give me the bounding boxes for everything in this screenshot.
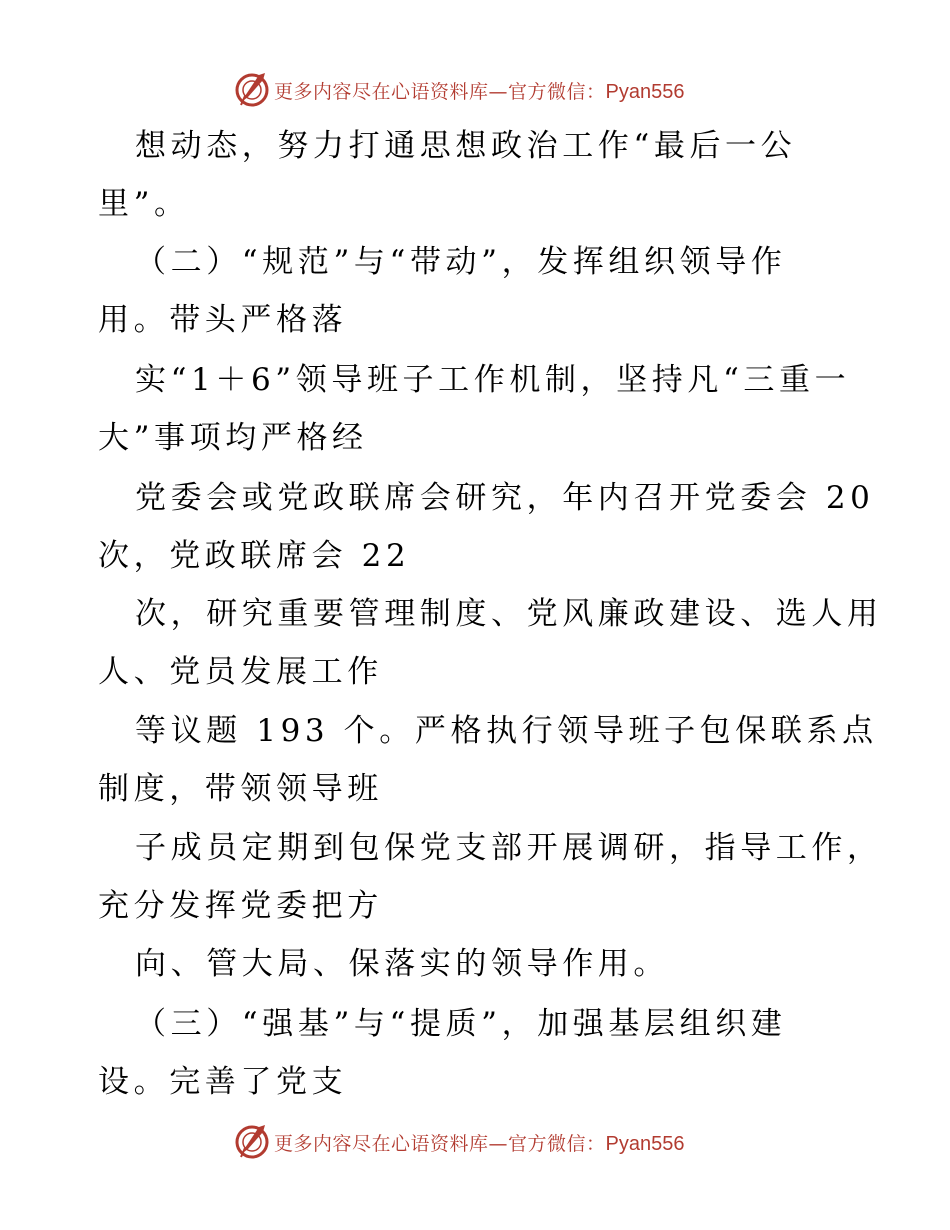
text-line: （二）“规范”与“带动”，发挥组织领导作 bbox=[135, 244, 787, 280]
text-line: 子成员定期到包保党支部开展调研，指导工作， bbox=[135, 830, 883, 866]
text-line: 实“1＋6”领导班子工作机制，坚持凡“三重一 bbox=[135, 362, 851, 398]
quill-pen-icon bbox=[232, 1122, 272, 1162]
text-line: 充分发挥党委把方 bbox=[98, 888, 383, 924]
text-line: 人、党员发展工作 bbox=[98, 654, 383, 690]
text-line: 党委会或党政联席会研究，年内召开党委会 20 bbox=[135, 480, 875, 516]
text-line: 里”。 bbox=[98, 186, 190, 222]
text-line: 向、管大局、保落实的领导作用。 bbox=[135, 946, 669, 982]
text-line: （三）“强基”与“提质”，加强基层组织建 bbox=[135, 1006, 787, 1042]
footer-watermark bbox=[232, 1122, 684, 1162]
watermark-text: 更多内容尽在心语资料库—官方微信：Pyan556 bbox=[274, 1132, 685, 1155]
watermark-text: 更多内容尽在心语资料库—官方微信：Pyan556 bbox=[274, 80, 685, 103]
watermark-account: Pyan556 bbox=[605, 1132, 685, 1155]
text-line: 设。完善了党支 bbox=[98, 1064, 348, 1100]
text-line: 次，党政联席会 22 bbox=[98, 538, 411, 574]
text-line: 用。带头严格落 bbox=[98, 302, 348, 338]
text-line: 次，研究重要管理制度、党风廉政建设、选人用 bbox=[135, 596, 883, 632]
watermark-account: Pyan556 bbox=[605, 80, 685, 103]
text-line: 制度，带领领导班 bbox=[98, 771, 383, 807]
text-line: 等议题 193 个。严格执行领导班子包保联系点 bbox=[135, 713, 878, 749]
text-line: 想动态，努力打通思想政治工作“最后一公 bbox=[135, 128, 797, 164]
text-line: 大”事项均严格经 bbox=[98, 420, 368, 456]
